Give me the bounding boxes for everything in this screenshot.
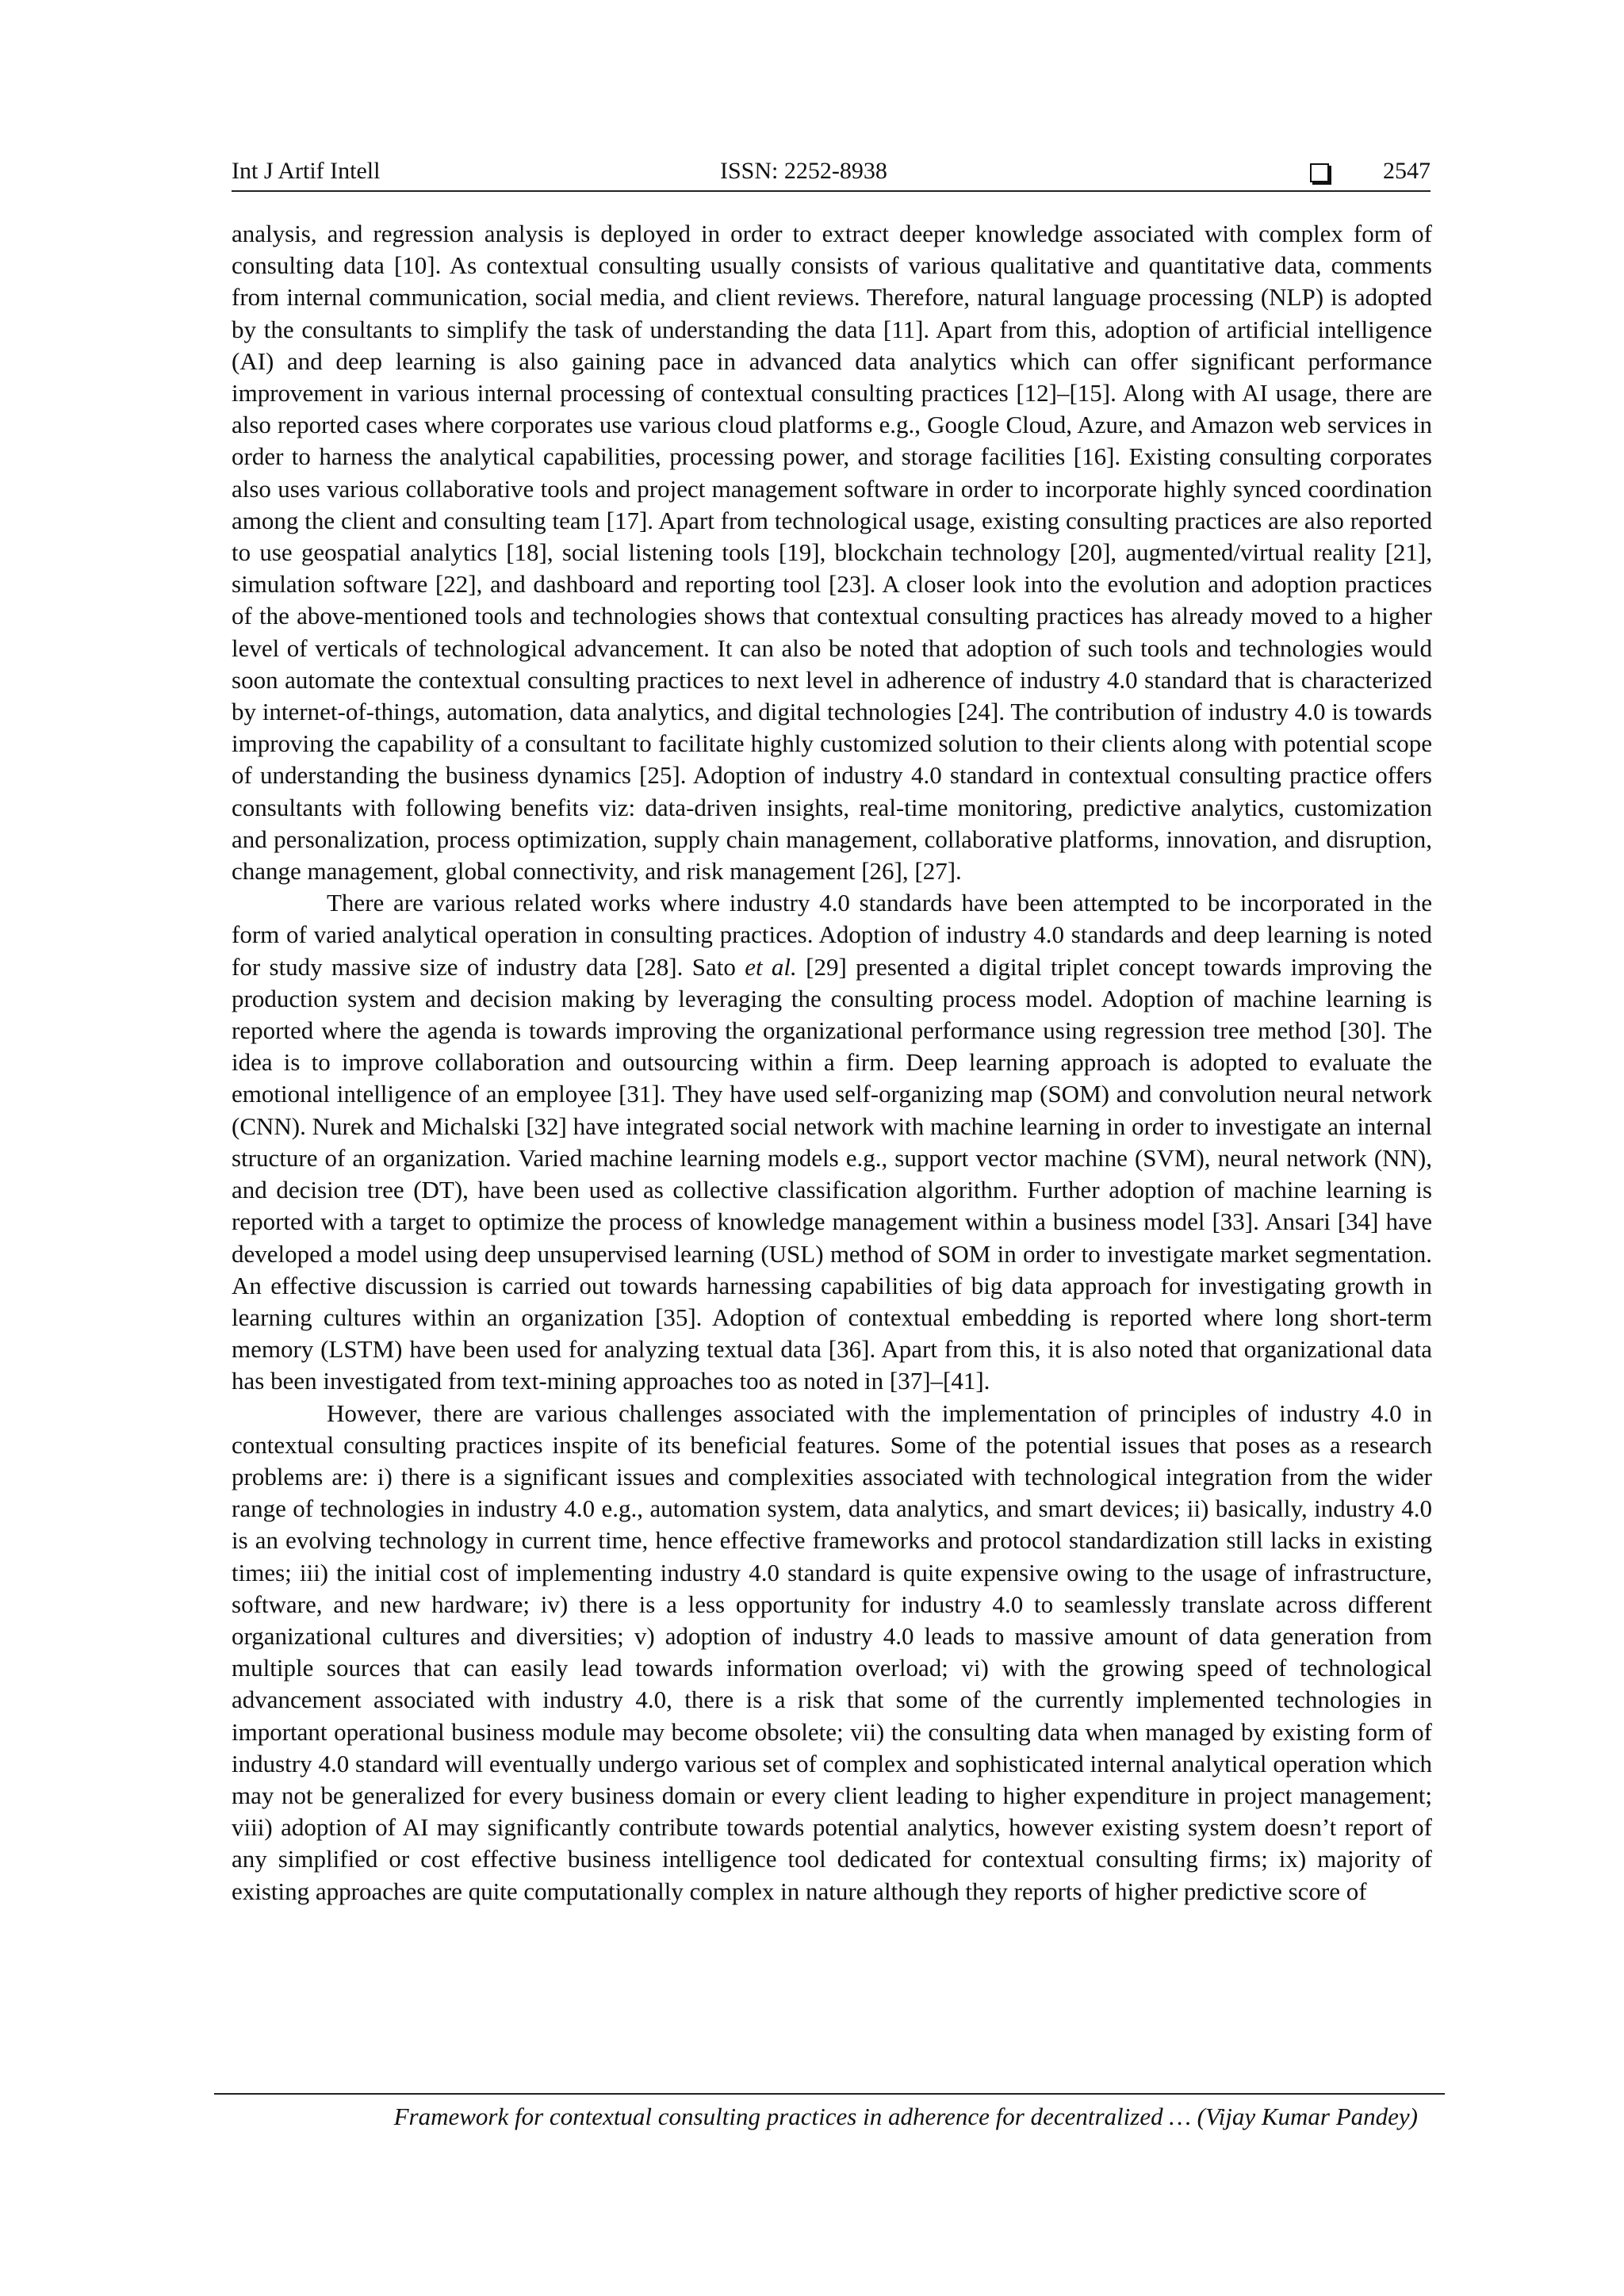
paragraph-2-text-start: There are various related works where industry 4.0 standards have been attempted to be incorporated in the form of varied analytical operation in consulting practices. Adoption of industry 4.0 standards and deep learning is noted for study massive size of industry data [28]. Sato xyxy=(232,889,1432,981)
issn-label: ISSN: 2252-8938 xyxy=(720,158,887,184)
checkbox-square-icon xyxy=(1310,163,1329,182)
article-body xyxy=(232,218,1432,1908)
page-footer xyxy=(214,2093,1445,2133)
page-header xyxy=(232,155,1431,192)
body-paragraph-1: analysis, and regression analysis is deployed in order to extract deeper knowledge associated with complex form of consulting data [10]. As contextual consulting usually consists of various qualitative and quantitative data, comments from internal communication, social media, and client reviews. Therefore, natural language processing (NLP) is adopted by the consultants to simplify the task of understanding the data [11]. Apart from this, adoption of artificial intelligence (AI) and deep learning is also gaining pace in advanced data analytics which can offer significant performance improvement in various internal processing of contextual consulting practices [12]–[15]. Along with AI usage, there are also reported cases where corporates use various cloud platforms e.g., Google Cloud, Azure, and Amazon web services in order to harness the analytical capabilities, processing power, and storage facilities [16]. Existing consulting corporates also uses various collaborative tools and project management software in order to incorporate highly synced coordination among the client and consulting team [17]. Apart from technological usage, existing consulting practices are also reported to use geospatial analytics [18], social listening tools [19], blockchain technology [20], augmented/virtual reality [21], simulation software [22], and dashboard and reporting tool [23]. A closer look into the evolution and adoption practices of the above-mentioned tools and technologies shows that contextual consulting practices has already moved to a higher level of verticals of technological advancement. It can also be noted that adoption of such tools and technologies would soon automate the contextual consulting practices to next level in adherence of industry 4.0 standard that is characterized by internet-of-things, automation, data analytics, and digital technologies [24]. The contribution of industry 4.0 is towards improving the capability of a consultant to facilitate highly customized solution to their clients along with potential scope of understanding the business dynamics [25]. Adoption of industry 4.0 standard in contextual consulting practice offers consultants with following benefits viz: data-driven insights, real-time monitoring, predictive analytics, customization and personalization, process optimization, supply chain management, collaborative platforms, innovation, and disruption, change management, global connectivity, and risk management [26], [27]. xyxy=(232,220,1432,886)
et-al-italic: et al. xyxy=(745,952,797,981)
body-paragraph-2 xyxy=(232,887,1432,1397)
paragraph-2-text-end: [29] presented a digital triplet concept towards improving the production system and decision making by leveraging the consulting process model. Adoption of machine learning is reported where the agenda is towards improving the organizational performance using regression tree method [30]. The idea is to improve collaboration and outsourcing within a firm. Deep learning approach is adopted to evaluate the emotional intelligence of an employee [31]. They have used self-organizing map (SOM) and convolution neural network (CNN). Nurek and Michalski [32] have integrated social network with machine learning in order to investigate an internal structure of an organization. Varied machine learning models e.g., support vector machine (SVM), neural network (NN), and decision tree (DT), have been used as collective classification algorithm. Further adoption of machine learning is reported with a target to optimize the process of knowledge management within a business model [33]. Ansari [34] have developed a model using deep unsupervised learning (USL) method of SOM in order to investigate market segmentation. An effective discussion is carried out towards harnessing capabilities of big data approach for investigating growth in learning cultures within an organization [35]. Adoption of contextual embedding is reported where long short-term memory (LSTM) have been used for analyzing textual data [36]. Apart from this, it is also noted that organizational data has been investigated from text-mining approaches too as noted in [37]–[41]. xyxy=(232,952,1432,1395)
journal-name: Int J Artif Intell xyxy=(232,158,381,184)
running-title: Framework for contextual consulting practices in adherence for decentralized … (Vijay Kumar Pandey) xyxy=(393,2103,1418,2130)
body-paragraph-3: However, there are various challenges associated with the implementation of principles of industry 4.0 in contextual consulting practices inspite of its beneficial features. Some of the potential issues that poses as a research problems are: i) there is a significant issues and complexities associated with technological integration from the wider range of technologies in industry 4.0 e.g., automation system, data analytics, and smart devices; ii) basically, industry 4.0 is an evolving technology in current time, hence effective frameworks and protocol standardization still lacks in existing times; iii) the initial cost of implementing industry 4.0 standard is quite expensive owing to the usage of infrastructure, software, and new hardware; iv) there is a less opportunity for industry 4.0 to seamlessly translate across different organizational cultures and diversities; v) adoption of industry 4.0 leads to massive amount of data generation from multiple sources that can easily lead towards information overload; vi) with the growing speed of technological advancement associated with industry 4.0, there is a risk that some of the currently implemented technologies in important operational business module may become obsolete; vii) the consulting data when managed by existing form of industry 4.0 standard will eventually undergo various set of complex and sophisticated internal analytical operation which may not be generalized for every business domain or every client leading to higher expenditure in project management; viii) adoption of AI may significantly contribute towards potential analytics, however existing system doesn’t report of any simplified or cost effective business intelligence tool dedicated for contextual consulting firms; ix) majority of existing approaches are quite computationally complex in nature although they reports of higher predictive score of xyxy=(232,1399,1432,1905)
page-number: 2547 xyxy=(1383,158,1431,184)
